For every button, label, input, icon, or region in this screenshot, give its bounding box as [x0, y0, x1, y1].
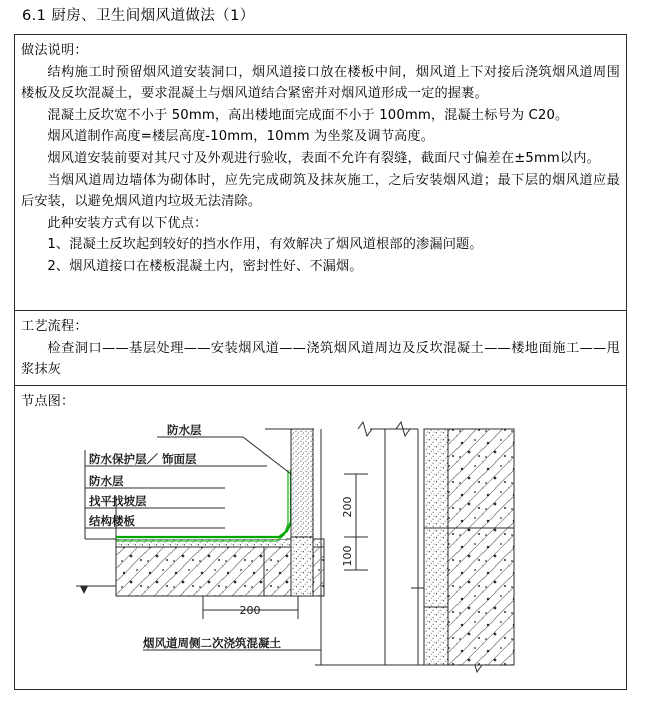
label-waterproof: 防水层 [89, 474, 124, 488]
method-heading: 做法说明： [21, 43, 88, 58]
level-arrow-group [76, 586, 116, 594]
method-paragraph-3: 烟风道制作高度=楼层高度-10mm，10mm 为坐浆及调节高度。 [47, 129, 435, 145]
node-heading: 节点图： [21, 394, 75, 409]
duct-wall-stipple [291, 429, 313, 537]
leader-line-waterproof-top [243, 437, 291, 474]
method-paragraph-7: 1、混凝土反坎起到较好的挡水作用，有效解决了烟风道根部的渗漏问题。 [47, 237, 483, 253]
label-leveling-slope: 找平找坡层 [89, 494, 147, 508]
dimension-horizontal: 200 [239, 604, 261, 617]
flue-duct-left-wall [291, 429, 313, 596]
document-table [14, 34, 627, 690]
wall-plaster-layer [424, 429, 448, 665]
dimension-vertical-upper: 200 [341, 496, 354, 518]
label-waterproof-top: 防水层 [167, 423, 202, 437]
break-symbol-top-group [265, 422, 394, 436]
method-paragraph-1: 结构施工时预留烟风道安装洞口，烟风道接口放在楼板中间，烟风道上下对接后浇筑烟风道周围楼板及反坎混凝土，要求混凝土与烟风道结合紧密并对烟风道形成一定的握裹。 [21, 64, 620, 102]
right-wall-section [411, 429, 514, 665]
method-paragraph-5: 当烟风道周边墙体为砌体时，应先完成砌筑及抹灰施工，之后安装烟风道；最下层的烟风道应最后安装，以避免烟风道内垃圾无法清除。 [21, 172, 620, 210]
table-row-method [15, 35, 626, 311]
node-detail-diagram [15, 410, 616, 685]
break-symbol-right-top [394, 422, 418, 436]
table-row-node [15, 386, 626, 689]
method-paragraph-6: 此种安装方式有以下优点： [47, 215, 208, 231]
label-protect-finish: 防水保护层／ 饰面层 [89, 452, 197, 466]
process-heading: 工艺流程： [21, 319, 88, 334]
process-flow: 检查洞口——基层处理——安装烟风道——浇筑烟风道周边及反坎混凝土——楼地面施工——甩浆抹灰 [21, 340, 620, 378]
table-row-process [15, 311, 626, 386]
wall-concrete-body [448, 429, 514, 665]
label-secondary-concrete: 烟风道周侧二次浇筑混凝土 [143, 636, 281, 650]
duct-wall-lower [291, 537, 313, 596]
level-arrow [80, 586, 88, 594]
diagram-svg [15, 410, 616, 685]
page-title: 6.1 厨房、卫生间烟风道做法（1） [22, 8, 255, 24]
method-paragraph-8: 2、烟风道接口在楼板混凝土内，密封性好、不漏烟。 [47, 258, 363, 274]
dimension-vertical-lower: 100 [341, 545, 354, 567]
method-paragraph-4: 烟风道安装前要对其尺寸及外观进行验收，表面不允许有裂缝，截面尺寸偏差在±5mm以内。 [47, 150, 600, 166]
label-structural-slab: 结构楼板 [89, 514, 135, 528]
break-symbol-top [358, 422, 372, 436]
method-paragraph-2: 混凝土反坎宽不小于 50mm，高出楼地面完成面不小于 100mm，混凝土标号为 C20。 [47, 107, 569, 123]
